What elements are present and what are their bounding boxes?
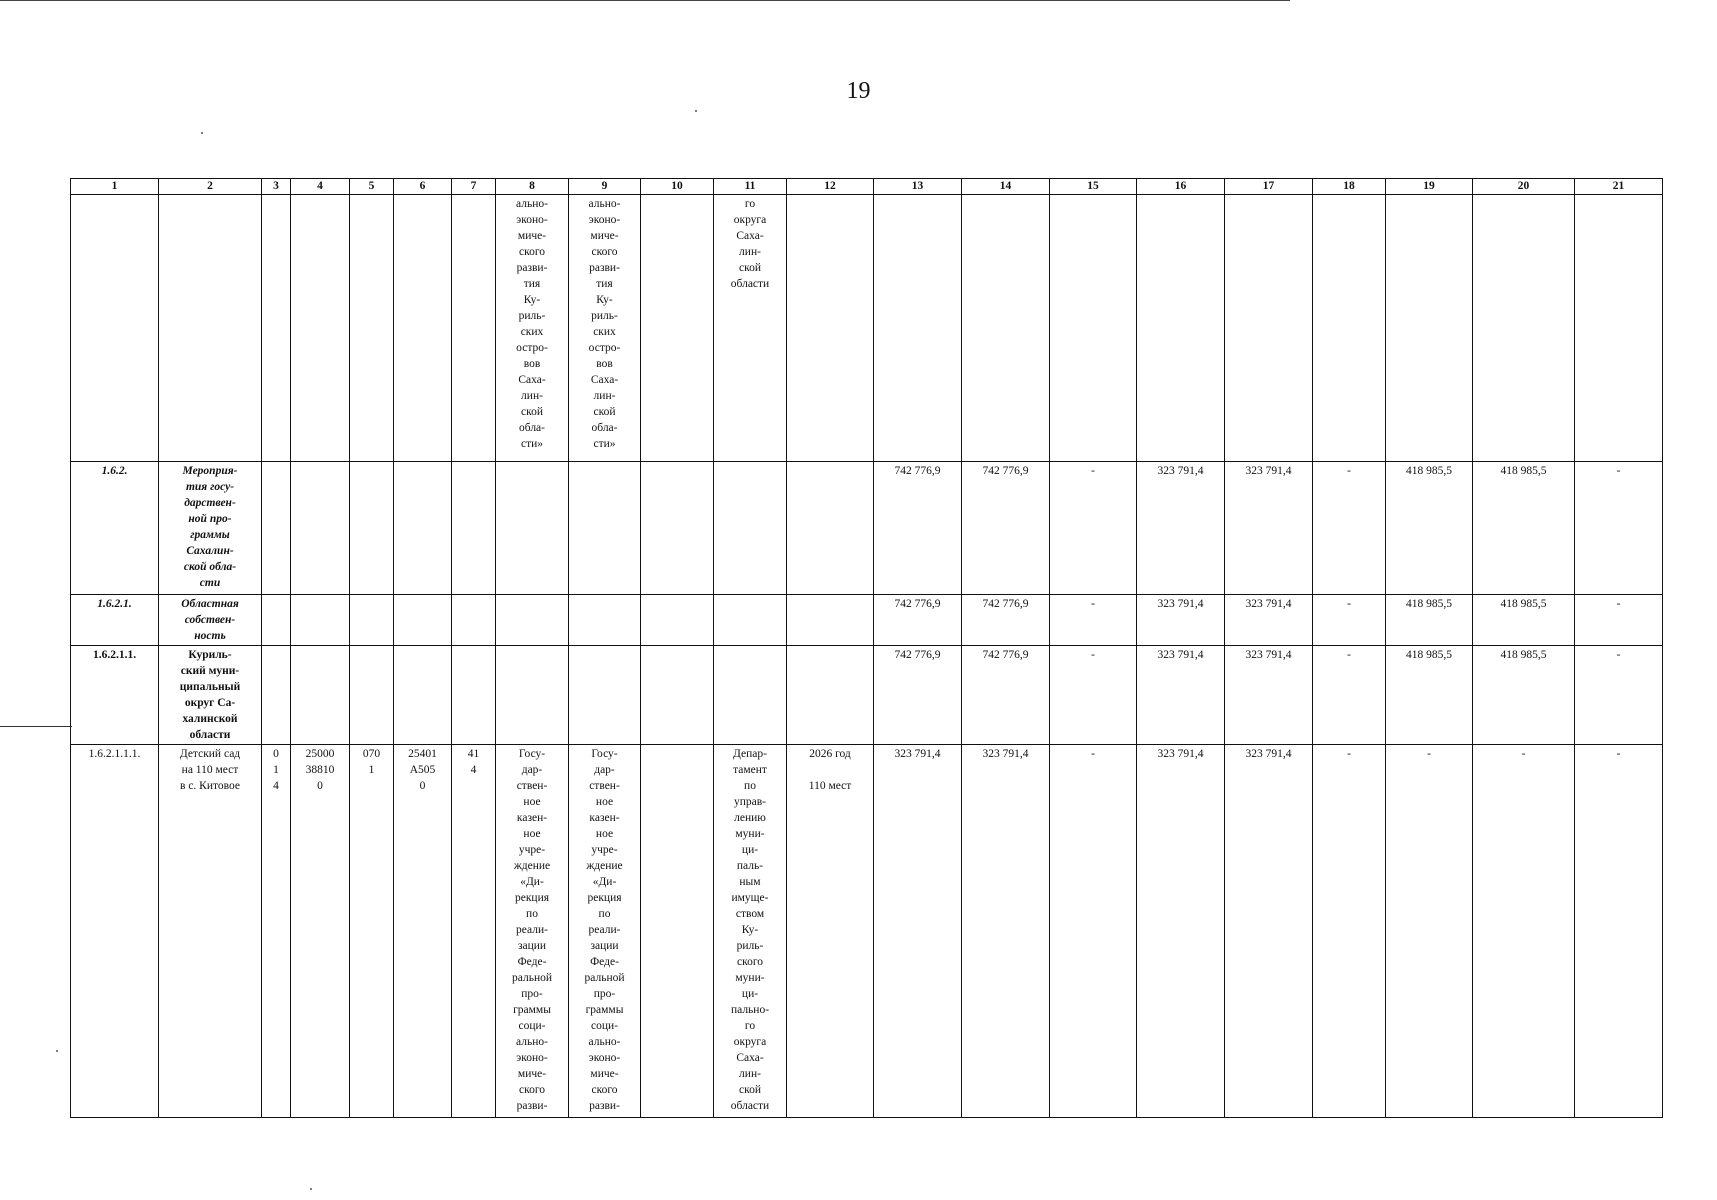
cell-col-21: - [1575, 595, 1663, 646]
col-header: 10 [641, 179, 714, 195]
col-header: 2 [159, 179, 262, 195]
scan-artifact-dot [201, 132, 203, 134]
cell-col-6 [394, 462, 452, 595]
cell-col-10 [641, 595, 714, 646]
row-title: Детский сад на 110 мест в с. Китовое [159, 745, 262, 1118]
col-header: 8 [496, 179, 569, 195]
cell-col-17: 323 791,4 [1225, 646, 1313, 745]
row-code: 1.6.2.1. [71, 595, 159, 646]
col-header: 5 [350, 179, 394, 195]
cell-col-13: 323 791,4 [874, 745, 962, 1118]
cell-col-8 [496, 462, 569, 595]
cell-col-20: - [1473, 745, 1575, 1118]
cell-col-5 [350, 646, 394, 745]
cell-col-19: 418 985,5 [1386, 595, 1473, 646]
cell-col-14: 742 776,9 [962, 595, 1050, 646]
cell-col-6 [394, 595, 452, 646]
cell-col-21: - [1575, 462, 1663, 595]
cell-col-12 [787, 195, 874, 462]
row-code: 1.6.2.1.1. [71, 646, 159, 745]
cell-col-9 [569, 646, 641, 745]
cell-col-17: 323 791,4 [1225, 462, 1313, 595]
cell-col-3 [262, 646, 291, 745]
cell-col-19: - [1386, 745, 1473, 1118]
cell-col-10 [641, 745, 714, 1118]
cell-col-19: 418 985,5 [1386, 646, 1473, 745]
cell-col-13 [874, 195, 962, 462]
cell-col-5 [350, 462, 394, 595]
cell-col-8 [496, 646, 569, 745]
cell-col-21: - [1575, 745, 1663, 1118]
cell-col-3 [262, 595, 291, 646]
cell-col-7 [452, 462, 496, 595]
cell-col-11: го округа Саха- лин- ской области [714, 195, 787, 462]
cell-col-20 [1473, 195, 1575, 462]
cell-col-15: - [1050, 745, 1137, 1118]
cell-col-13: 742 776,9 [874, 595, 962, 646]
cell-col-14 [962, 195, 1050, 462]
cell-col-20: 418 985,5 [1473, 595, 1575, 646]
cell-col-4 [291, 646, 350, 745]
cell-col-17: 323 791,4 [1225, 745, 1313, 1118]
cell-col-5 [350, 195, 394, 462]
cell-col-19 [1386, 195, 1473, 462]
cell-col-5: 070 1 [350, 745, 394, 1118]
cell-col-16: 323 791,4 [1137, 595, 1225, 646]
cell-col-12: 2026 год 110 мест [787, 745, 874, 1118]
col-header: 21 [1575, 179, 1663, 195]
cell-col-8: Госу- дар- ствен- ное казен- ное учре- ждение «Ди- рекция по реали- зации Феде- ральной про- граммы соци- ально- эконо- миче- ского разви- [496, 745, 569, 1118]
row-code: 1.6.2. [71, 462, 159, 595]
cell-col-4 [291, 195, 350, 462]
scan-artifact-dot [56, 1050, 58, 1052]
cell-col-9 [569, 462, 641, 595]
table-body [71, 195, 1663, 1118]
col-header: 11 [714, 179, 787, 195]
row-code [71, 195, 159, 462]
cell-col-20: 418 985,5 [1473, 646, 1575, 745]
cell-col-11 [714, 646, 787, 745]
cell-col-12 [787, 646, 874, 745]
cell-col-13: 742 776,9 [874, 646, 962, 745]
col-header: 20 [1473, 179, 1575, 195]
cell-col-17: 323 791,4 [1225, 595, 1313, 646]
scan-artifact-dot [695, 110, 697, 112]
cell-col-9: ально- эконо- миче- ского разви- тия Ку- риль- ских остро- вов Саха- лин- ской обла- сти» [569, 195, 641, 462]
cell-col-10 [641, 195, 714, 462]
cell-col-14: 742 776,9 [962, 646, 1050, 745]
cell-col-12 [787, 595, 874, 646]
cell-col-13: 742 776,9 [874, 462, 962, 595]
budget-table [70, 178, 1663, 1118]
cell-col-6 [394, 195, 452, 462]
scan-edge-line [0, 0, 1290, 1]
table-row [71, 745, 1663, 1118]
cell-col-15: - [1050, 646, 1137, 745]
cell-col-6: 25401 А505 0 [394, 745, 452, 1118]
col-header: 4 [291, 179, 350, 195]
col-header: 6 [394, 179, 452, 195]
cell-col-16 [1137, 195, 1225, 462]
cell-col-14: 323 791,4 [962, 745, 1050, 1118]
cell-col-4 [291, 462, 350, 595]
cell-col-21 [1575, 195, 1663, 462]
cell-col-3: 0 1 4 [262, 745, 291, 1118]
cell-col-4 [291, 595, 350, 646]
cell-col-19: 418 985,5 [1386, 462, 1473, 595]
table-row [71, 595, 1663, 646]
cell-col-15: - [1050, 595, 1137, 646]
scan-artifact-dot [310, 1188, 312, 1190]
scan-artifact-line [0, 726, 72, 727]
cell-col-16: 323 791,4 [1137, 462, 1225, 595]
cell-col-4: 25000 38810 0 [291, 745, 350, 1118]
col-header: 16 [1137, 179, 1225, 195]
cell-col-9 [569, 595, 641, 646]
cell-col-21: - [1575, 646, 1663, 745]
col-header: 15 [1050, 179, 1137, 195]
cell-col-8: ально- эконо- миче- ского разви- тия Ку- риль- ских остро- вов Саха- лин- ской обла- сти» [496, 195, 569, 462]
cell-col-7 [452, 646, 496, 745]
cell-col-7 [452, 595, 496, 646]
cell-col-8 [496, 595, 569, 646]
row-title [159, 195, 262, 462]
col-header: 3 [262, 179, 291, 195]
cell-col-16: 323 791,4 [1137, 646, 1225, 745]
cell-col-16: 323 791,4 [1137, 745, 1225, 1118]
table-row [71, 195, 1663, 462]
table-row [71, 462, 1663, 595]
col-header: 14 [962, 179, 1050, 195]
row-title: Областная собствен- ность [159, 595, 262, 646]
cell-col-6 [394, 646, 452, 745]
cell-col-5 [350, 595, 394, 646]
cell-col-17 [1225, 195, 1313, 462]
cell-col-3 [262, 462, 291, 595]
cell-col-11 [714, 595, 787, 646]
cell-col-3 [262, 195, 291, 462]
cell-col-10 [641, 646, 714, 745]
cell-col-11 [714, 462, 787, 595]
col-header: 17 [1225, 179, 1313, 195]
cell-col-15: - [1050, 462, 1137, 595]
cell-col-15 [1050, 195, 1137, 462]
cell-col-7 [452, 195, 496, 462]
row-title: Мероприя- тия госу- дарствен- ной про- граммы Сахалин- ской обла- сти [159, 462, 262, 595]
cell-col-18 [1313, 195, 1386, 462]
cell-col-14: 742 776,9 [962, 462, 1050, 595]
row-code: 1.6.2.1.1.1. [71, 745, 159, 1118]
row-title: Куриль- ский муни- ципальный округ Са- халинской области [159, 646, 262, 745]
cell-col-18: - [1313, 462, 1386, 595]
page-number: 19 [846, 78, 871, 104]
cell-col-20: 418 985,5 [1473, 462, 1575, 595]
col-header: 9 [569, 179, 641, 195]
col-header: 18 [1313, 179, 1386, 195]
column-number-row [71, 179, 1663, 195]
col-header: 7 [452, 179, 496, 195]
cell-col-9: Госу- дар- ствен- ное казен- ное учре- ждение «Ди- рекция по реали- зации Феде- ральной про- граммы соци- ально- эконо- миче- ского разви- [569, 745, 641, 1118]
cell-col-18: - [1313, 595, 1386, 646]
col-header: 19 [1386, 179, 1473, 195]
cell-col-18: - [1313, 646, 1386, 745]
cell-col-18: - [1313, 745, 1386, 1118]
cell-col-7: 41 4 [452, 745, 496, 1118]
cell-col-10 [641, 462, 714, 595]
col-header: 12 [787, 179, 874, 195]
cell-col-11: Депар- тамент по управ- лению муни- ци- паль- ным имуще- ством Ку- риль- ского муни- ци- пально- го округа Саха- лин- ской области [714, 745, 787, 1118]
col-header: 13 [874, 179, 962, 195]
cell-col-12 [787, 462, 874, 595]
table-row [71, 646, 1663, 745]
col-header: 1 [71, 179, 159, 195]
